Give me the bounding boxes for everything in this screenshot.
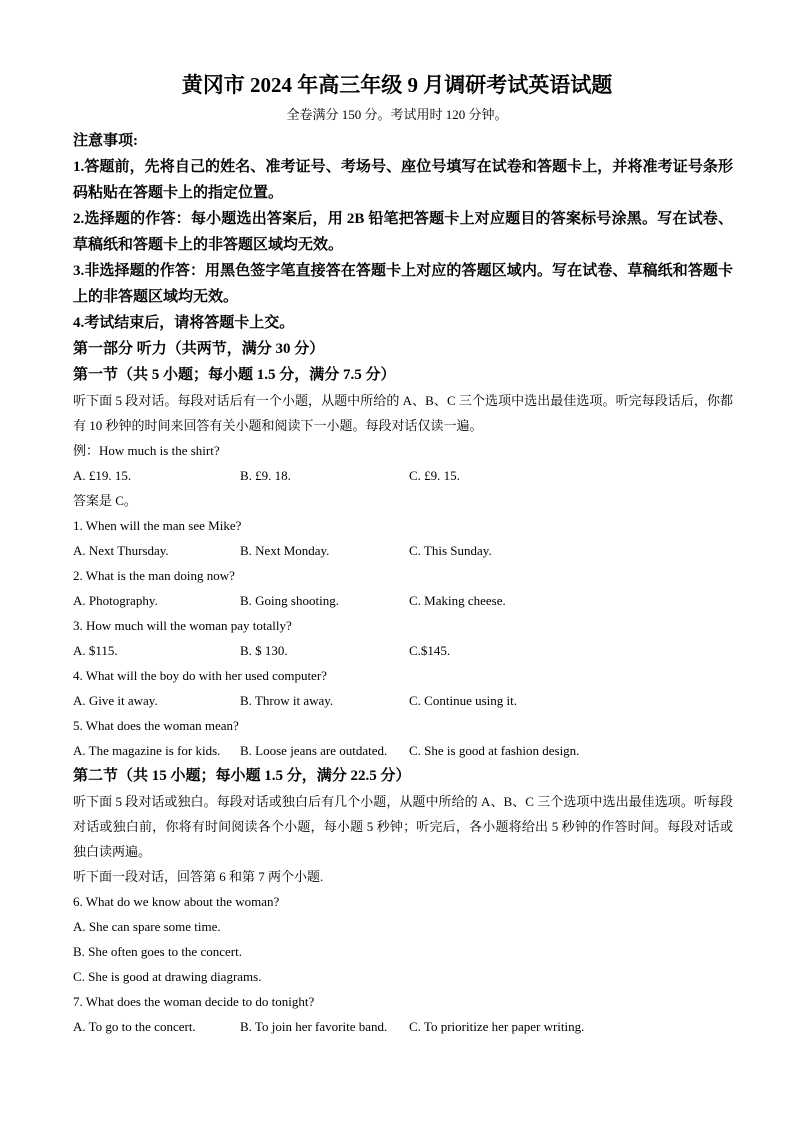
section2-instructions: 听下面 5 段对话或独白。每段对话或独白后有几个小题，从题中所给的 A、B、C 三个选项中选出最佳选项。听每段对话或独白前，你将有时间阅读各个小题，每小题 5 秒钟；听完后，各小题将给出 5 秒钟的作答时间。每段对话或独白读两遍。: [73, 794, 733, 859]
question-1: 1. When will the man see Mike?: [73, 518, 242, 533]
option-a: A. To go to the concert.: [73, 1019, 196, 1034]
example-answer: 答案是 C。: [73, 493, 137, 508]
question-5-options: [73, 738, 733, 763]
option-c: C.$145.: [409, 643, 451, 658]
question-3-options: [73, 638, 733, 663]
option-a: A. Give it away.: [73, 693, 158, 708]
notice-item-2: 2.选择题的作答：每小题选出答案后，用 2B 铅笔把答题卡上对应题目的答案标号涂黑。写在试卷、草稿纸和答题卡上的非答题区域均无效。: [73, 211, 733, 253]
notice-item-3: 3.非选择题的作答：用黑色签字笔直接答在答题卡上对应的答题区域内。写在试卷、草稿纸和答题卡上的非答题区域均无效。: [73, 263, 733, 305]
section2-heading: 第二节（共 15 小题；每小题 1.5 分，满分 22.5 分）: [73, 768, 411, 784]
option-b: B. £9. 18.: [240, 468, 291, 483]
option-b: B. Going shooting.: [240, 593, 339, 608]
question-7-options: [73, 1014, 733, 1039]
option-a: A. Next Thursday.: [73, 543, 169, 558]
question-6-option-a: A. She can spare some time.: [73, 919, 221, 934]
exam-body: [73, 128, 733, 1039]
option-a: A. £19. 15.: [73, 468, 132, 483]
option-b: B. To join her favorite band.: [240, 1019, 388, 1034]
option-c: C. £9. 15.: [409, 468, 460, 483]
option-c: C. Making cheese.: [409, 593, 506, 608]
question-2-options: [73, 588, 733, 613]
exam-title: 黄冈市 2024 年高三年级 9 月调研考试英语试题: [181, 73, 613, 97]
option-c: C. She is good at fashion design.: [409, 743, 580, 758]
section2-lead: 听下面一段对话，回答第 6 和第 7 两个小题.: [73, 869, 324, 884]
exam-subtitle: 全卷满分 150 分。考试用时 120 分钟。: [286, 107, 508, 122]
notice-item-4: 4.考试结束后，请将答题卡上交。: [73, 315, 295, 331]
question-3: 3. How much will the woman pay totally?: [73, 618, 292, 633]
option-b: B. Loose jeans are outdated.: [240, 743, 388, 758]
question-5: 5. What does the woman mean?: [73, 718, 239, 733]
option-b: B. Next Monday.: [240, 543, 330, 558]
question-6-option-c: C. She is good at drawing diagrams.: [73, 969, 262, 984]
option-a: A. $115.: [73, 643, 118, 658]
notice-heading: 注意事项:: [73, 133, 138, 149]
option-b: B. $ 130.: [240, 643, 288, 658]
option-c: C. Continue using it.: [409, 693, 517, 708]
question-6: 6. What do we know about the woman?: [73, 894, 280, 909]
question-7: 7. What does the woman decide to do tonight?: [73, 994, 315, 1009]
example-question: 例：How much is the shirt?: [73, 443, 220, 458]
option-c: C. To prioritize her paper writing.: [409, 1019, 585, 1034]
option-b: B. Throw it away.: [240, 693, 334, 708]
question-4-options: [73, 688, 733, 713]
question-6-option-b: B. She often goes to the concert.: [73, 944, 242, 959]
option-c: C. This Sunday.: [409, 543, 492, 558]
part1-heading: 第一部分 听力（共两节，满分 30 分）: [73, 341, 325, 357]
section1-heading: 第一节（共 5 小题；每小题 1.5 分，满分 7.5 分）: [73, 367, 396, 383]
section1-instructions: 听下面 5 段对话。每段对话后有一个小题，从题中所给的 A、B、C 三个选项中选出最佳选项。听完每段话后，你都有 10 秒钟的时间来回答有关小题和阅读下一小题。每段对话仅读一遍。: [73, 393, 733, 433]
notice-item-1: 1.答题前，先将自己的姓名、准考证号、考场号、座位号填写在试卷和答题卡上，并将准考证号条形码粘贴在答题卡上的指定位置。: [73, 159, 733, 201]
question-2: 2. What is the man doing now?: [73, 568, 235, 583]
example-options: [73, 463, 733, 488]
option-a: A. Photography.: [73, 593, 158, 608]
question-4: 4. What will the boy do with her used computer?: [73, 668, 327, 683]
question-1-options: [73, 538, 733, 563]
option-a: A. The magazine is for kids.: [73, 743, 221, 758]
